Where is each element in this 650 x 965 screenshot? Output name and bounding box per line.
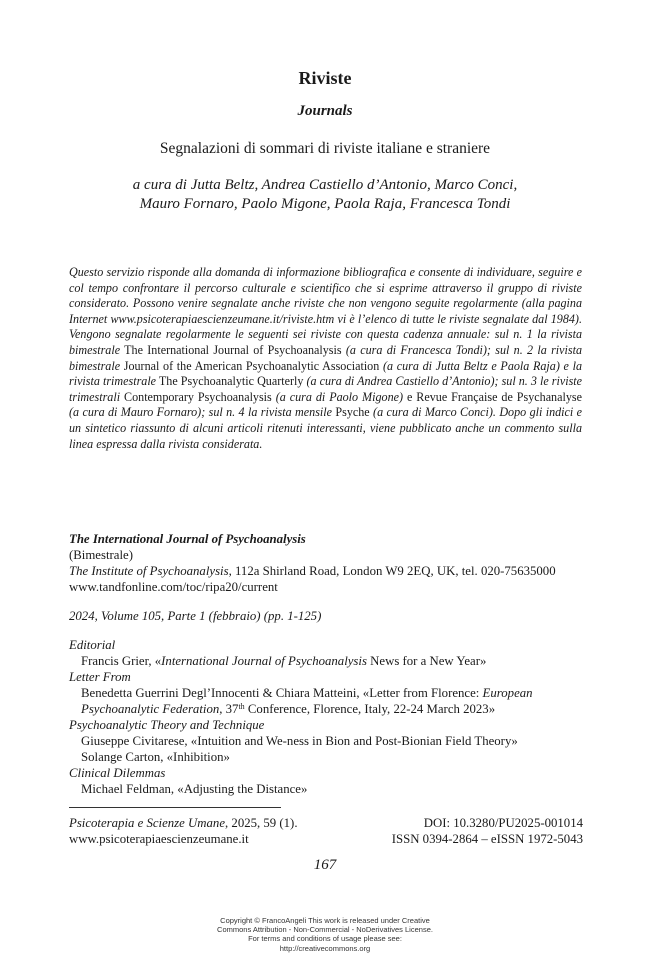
intro-text-1: Questo servizio risponde alla domanda di informazione bibliografica e consente di individuare, seguire e col tempo confrontare il percorso culturale e scientifico che si esprime attraverso il gruppo di riviste considerato. Possono venire segnalate anche riviste che non vengono seguite regolarmente (alla pagina Internet www.psicoterapiaescienzeumane.it/riviste.htm vi è l’elenco di tutte le riviste segnalate dal 1984). Vengono segnalate regolarmente le seguenti sei riviste con questa cadenza annuale: sul n. 1 la rivista bimestrale [69, 265, 582, 357]
article-italic: European Psychoanalytic Federation [81, 686, 533, 716]
intro-journal-5: Revue Française de Psychanalyse [416, 389, 582, 404]
toc-article: Solange Carton, «Inhibition» [81, 750, 230, 764]
curators-line-2: Mauro Fornaro, Paolo Migone, Paola Raja, Francesca Tondi [139, 196, 511, 212]
intro-journal-1: The International Journal of Psychoanalysis [124, 342, 342, 357]
footer-site[interactable]: www.psicoterapiaescienzeumane.it [69, 832, 249, 846]
toc-article [69, 653, 589, 669]
toc-article: Michael Feldman, «Adjusting the Distance» [81, 782, 308, 796]
intro-journal-3: The Psychoanalytic Quarterly [158, 374, 304, 389]
intro-text-5: (a cura di Paolo Migone) [275, 389, 404, 404]
section-subtitle: Journals [297, 103, 353, 119]
intro-journal-4: Contemporary Psychoanalysis [124, 389, 272, 404]
license-notice [0, 916, 650, 953]
toc-section-editorial: Editorial [69, 638, 116, 652]
article-text: , 37 [219, 702, 239, 716]
article-journal: International Journal of Psychoanalysis [161, 654, 367, 668]
publisher-name: The Institute of Psychoanalysis [69, 564, 229, 578]
footer-journal-name: Psicoterapia e Scienze Umane [69, 816, 226, 830]
article-text: News for a New Year» [366, 654, 487, 668]
article-sup: th [238, 702, 245, 711]
page-number: 167 [313, 857, 337, 873]
article-text: Benedetta Guerrini Degl’Innocenti & Chiara Matteini, «Letter from Florence: [81, 686, 483, 700]
toc-section-clinical: Clinical Dilemmas [69, 766, 166, 780]
footer-issn: ISSN 0394-2864 – eISSN 1972-5043 [391, 832, 583, 846]
intro-text-6: (a cura di Mauro Fornaro); sul n. 4 la rivista mensile [69, 405, 332, 420]
intro-text-3: (a cura di Jutta Beltz e Paola Raja) e la rivista trimestrale [69, 358, 583, 389]
intro-text-2: (a cura di Francesca Tondi); sul n. 2 la rivista bimestrale [69, 342, 583, 373]
intro-journal-6: Psyche [335, 405, 370, 420]
journal-frequency: (Bimestrale) [69, 548, 133, 562]
article-text: Conference, Florence, Italy, 22-24 March 2023» [244, 702, 496, 716]
journal-title: The International Journal of Psychoanalysis [69, 532, 306, 546]
license-line: Commons Attribution - Non-Commercial - NoDerivatives License. [217, 925, 433, 935]
intro-text-5b: e [406, 389, 413, 404]
toc-article [69, 685, 589, 717]
journal-publisher [69, 563, 589, 579]
footer-citation-text: , 2025, 59 (1). [225, 816, 298, 830]
footer-doi: DOI: 10.3280/PU2025-001014 [423, 816, 583, 830]
license-link[interactable]: http://creativecommons.org [279, 943, 371, 953]
toc-section-theory: Psychoanalytic Theory and Technique [69, 718, 265, 732]
toc-article: Giuseppe Civitarese, «Intuition and We-ness in Bion and Post-Bionian Field Theory» [81, 734, 518, 748]
license-line: For terms and conditions of usage please see: [248, 934, 402, 944]
footer-divider [69, 807, 281, 808]
intro-paragraph [69, 265, 582, 452]
journal-url[interactable]: www.tandfonline.com/toc/ripa20/current [69, 580, 278, 594]
footer-citation [69, 816, 298, 831]
section-heading: Segnalazioni di sommari di riviste italiane e straniere [159, 140, 491, 157]
intro-text-7: (a cura di Marco Conci). Dopo gli indici e un sintetico riassunto di alcuni articoli ritenuti interessanti, viene pubblicato anche un commento sulla linea espressa dalla rivista considerata. [69, 405, 583, 451]
section-title: Riviste [298, 68, 352, 88]
table-of-contents [69, 637, 589, 797]
license-line: Copyright © FrancoAngeli This work is released under Creative [220, 916, 430, 925]
intro-text-4: (a cura di Andrea Castiello d’Antonio); sul n. 3 le riviste trimestrali [69, 374, 583, 404]
publisher-address: , 112a Shirland Road, London W9 2EQ, UK, tel. 020-75635000 [228, 564, 556, 578]
intro-journal-2: Journal of the American Psychoanalytic Association [123, 358, 380, 373]
toc-section-letter: Letter From [69, 670, 131, 684]
curators-line-1: a cura di Jutta Beltz, Andrea Castiello d’Antonio, Marco Conci, [132, 177, 518, 193]
issue-info: 2024, Volume 105, Parte 1 (febbraio) (pp. 1-125) [69, 609, 322, 623]
article-text: Francis Grier, « [81, 654, 162, 668]
